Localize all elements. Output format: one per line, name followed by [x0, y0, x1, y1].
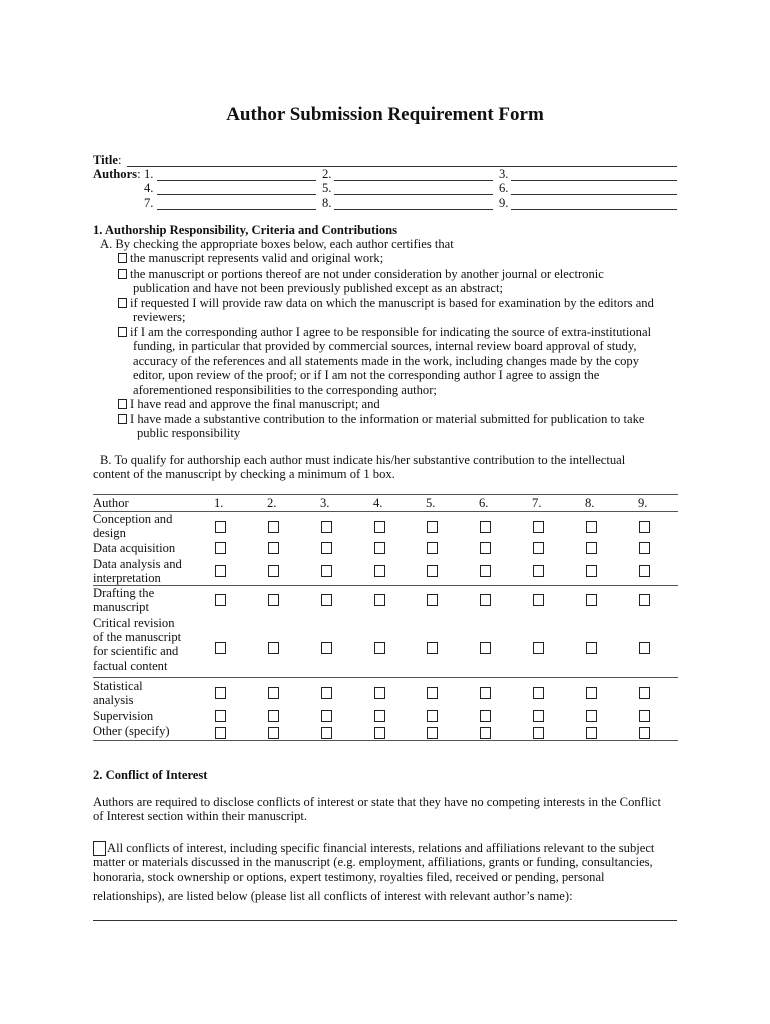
coi-list-field[interactable]	[93, 920, 677, 921]
author-name-field-8[interactable]	[334, 209, 493, 210]
contribution-checkbox-row6-author4[interactable]	[374, 687, 385, 699]
contribution-checkbox-row5-author5[interactable]	[427, 642, 438, 654]
contribution-checkbox-row3-author9[interactable]	[639, 565, 650, 577]
contribution-checkbox-row5-author1[interactable]	[215, 642, 226, 654]
contribution-checkbox-row1-author1[interactable]	[215, 521, 226, 533]
contribution-checkbox-row2-author5[interactable]	[427, 542, 438, 554]
contribution-checkbox-row3-author2[interactable]	[268, 565, 279, 577]
contribution-checkbox-row6-author1[interactable]	[215, 687, 226, 699]
contribution-checkbox-row5-author8[interactable]	[586, 642, 597, 654]
table-header-col: 1.	[214, 496, 224, 510]
contribution-checkbox-row8-author7[interactable]	[533, 727, 544, 739]
contribution-checkbox-row7-author1[interactable]	[215, 710, 226, 722]
contribution-checkbox-row8-author8[interactable]	[586, 727, 597, 739]
certify-item-text: I have made a substantive contribution to the information or material submitted for publication to take	[130, 412, 645, 426]
contribution-checkbox-row8-author4[interactable]	[374, 727, 385, 739]
contribution-label: design	[93, 526, 126, 541]
table-header-col: 8.	[585, 496, 595, 510]
section2-intro: Authors are required to disclose conflicts of interest or state that they have no competing interests in the Conflict	[93, 795, 661, 809]
contribution-label: Drafting the	[93, 586, 155, 600]
author-number: 3.	[499, 167, 509, 181]
contribution-checkbox-row2-author8[interactable]	[586, 542, 597, 554]
author-name-field-2[interactable]	[334, 180, 493, 181]
certify-item-text: if I am the corresponding author I agree to be responsible for indicating the source of extra-institutional	[130, 325, 652, 339]
contribution-checkbox-row6-author2[interactable]	[268, 687, 279, 699]
contribution-checkbox-row7-author5[interactable]	[427, 710, 438, 722]
certify-item-text: reviewers;	[133, 310, 186, 325]
table-header-col: 4.	[373, 496, 383, 510]
certify-item-text: the manuscript represents valid and original work;	[130, 251, 384, 265]
table-rule	[93, 740, 678, 741]
contribution-checkbox-row6-author9[interactable]	[639, 687, 650, 699]
author-name-field-7[interactable]	[157, 209, 316, 210]
contribution-checkbox-row6-author6[interactable]	[480, 687, 491, 699]
contribution-label: manuscript	[93, 600, 149, 615]
author-number: 7.	[144, 196, 154, 210]
contribution-checkbox-row2-author3[interactable]	[321, 542, 332, 554]
author-number: 2.	[322, 167, 332, 181]
contribution-checkbox-row7-author4[interactable]	[374, 710, 385, 722]
contribution-checkbox-row5-author4[interactable]	[374, 642, 385, 654]
certify-checkbox-5[interactable]	[118, 399, 127, 409]
contribution-checkbox-row5-author9[interactable]	[639, 642, 650, 654]
contribution-label: of the manuscript	[93, 630, 182, 645]
author-number: 9.	[499, 196, 509, 210]
table-header-col: 6.	[479, 496, 489, 510]
contribution-label: Data analysis and	[93, 557, 182, 571]
contribution-checkbox-row2-author4[interactable]	[374, 542, 385, 554]
contribution-checkbox-row1-author9[interactable]	[639, 521, 650, 533]
contribution-checkbox-row6-author5[interactable]	[427, 687, 438, 699]
author-name-field-3[interactable]	[511, 180, 677, 181]
coi-text: All conflicts of interest, including specific financial interests, relations and affiliations relevant to the subject	[107, 841, 655, 855]
contribution-checkbox-row5-author7[interactable]	[533, 642, 544, 654]
contribution-checkbox-row8-author5[interactable]	[427, 727, 438, 739]
certify-checkbox-4[interactable]	[118, 327, 127, 337]
table-rule	[93, 494, 678, 495]
certify-item-text: aforementioned responsibilities to the corresponding author;	[133, 382, 437, 397]
author-name-field-6[interactable]	[511, 194, 677, 195]
contribution-checkbox-row2-author2[interactable]	[268, 542, 279, 554]
contribution-checkbox-row7-author2[interactable]	[268, 710, 279, 722]
contribution-checkbox-row4-author3[interactable]	[321, 594, 332, 606]
contribution-checkbox-row7-author8[interactable]	[586, 710, 597, 722]
contribution-checkbox-row4-author7[interactable]	[533, 594, 544, 606]
coi-text: matter or materials discussed in the manuscript (e.g. employment, affiliations, grants or funding, consultancies,	[93, 855, 653, 869]
section1-heading: 1. Authorship Responsibility, Criteria and Contributions	[93, 223, 398, 237]
certify-item-text: public responsibility	[137, 426, 241, 441]
authors-label: Authors:	[93, 167, 141, 181]
table-header-author: Author	[93, 496, 129, 510]
table-header-col: 9.	[638, 496, 648, 510]
contribution-label: Data acquisition	[93, 541, 176, 555]
section2-heading: 2. Conflict of Interest	[93, 768, 208, 782]
table-header-col: 2.	[267, 496, 277, 510]
contribution-checkbox-row3-author8[interactable]	[586, 565, 597, 577]
table-rule	[93, 585, 678, 586]
contribution-checkbox-row4-author5[interactable]	[427, 594, 438, 606]
certify-item-text: I have read and approve the final manuscript; and	[130, 397, 380, 411]
certify-item-text: if requested I will provide raw data on which the manuscript is based for examination by the editors and	[130, 296, 654, 310]
contribution-checkbox-row1-author2[interactable]	[268, 521, 279, 533]
certify-checkbox-6[interactable]	[118, 414, 127, 424]
form-title: Author Submission Requirement Form	[226, 104, 544, 125]
contribution-label: Critical revision	[93, 616, 175, 630]
contribution-checkbox-row5-author6[interactable]	[480, 642, 491, 654]
contribution-checkbox-row3-author7[interactable]	[533, 565, 544, 577]
section1-b-text: B. To qualify for authorship each author must indicate his/her substantive contribution to the intellectual	[100, 453, 626, 467]
author-name-field-5[interactable]	[334, 194, 493, 195]
contribution-checkbox-row3-author3[interactable]	[321, 565, 332, 577]
contribution-checkbox-row7-author7[interactable]	[533, 710, 544, 722]
coi-text: honoraria, stock ownership or options, expert testimony, royalties filed, received or pending, personal	[93, 870, 605, 884]
certify-checkbox-1[interactable]	[118, 253, 127, 263]
contribution-checkbox-row4-author1[interactable]	[215, 594, 226, 606]
contribution-checkbox-row5-author2[interactable]	[268, 642, 279, 654]
certify-checkbox-3[interactable]	[118, 298, 127, 308]
contribution-checkbox-row2-author7[interactable]	[533, 542, 544, 554]
certify-item-text: accuracy of the references and all statements made in the work, including changes made by the copy	[133, 353, 639, 368]
author-number: 4.	[144, 181, 154, 195]
contribution-label: Conception and	[93, 512, 173, 526]
contribution-checkbox-row2-author6[interactable]	[480, 542, 491, 554]
contribution-checkbox-row1-author3[interactable]	[321, 521, 332, 533]
contribution-checkbox-row7-author6[interactable]	[480, 710, 491, 722]
contribution-checkbox-row1-author8[interactable]	[586, 521, 597, 533]
contribution-checkbox-row3-author4[interactable]	[374, 565, 385, 577]
contribution-checkbox-row6-author8[interactable]	[586, 687, 597, 699]
author-name-field-9[interactable]	[511, 209, 677, 210]
contribution-label: Supervision	[93, 709, 154, 723]
contribution-label: factual content	[93, 658, 168, 673]
certify-item-text: funding, in particular that provided by commercial sources, internal review board approval of study,	[133, 339, 637, 354]
author-number: 6.	[499, 181, 509, 195]
author-name-field-1[interactable]	[157, 180, 316, 181]
contribution-checkbox-row1-author5[interactable]	[427, 521, 438, 533]
contribution-checkbox-row8-author6[interactable]	[480, 727, 491, 739]
contribution-checkbox-row6-author3[interactable]	[321, 687, 332, 699]
section2-intro: of Interest section within their manuscript.	[93, 809, 308, 823]
certify-item-text: publication and have not been previously published except as an abstract;	[133, 281, 504, 296]
contribution-label: interpretation	[93, 571, 161, 586]
title-field[interactable]	[127, 166, 677, 167]
contribution-checkbox-row6-author7[interactable]	[533, 687, 544, 699]
contribution-checkbox-row7-author3[interactable]	[321, 710, 332, 722]
contribution-checkbox-row2-author1[interactable]	[215, 542, 226, 554]
contribution-label: Other (specify)	[93, 724, 170, 738]
contribution-checkbox-row3-author5[interactable]	[427, 565, 438, 577]
table-header-col: 3.	[320, 496, 330, 510]
contribution-checkbox-row4-author6[interactable]	[480, 594, 491, 606]
contribution-checkbox-row8-author1[interactable]	[215, 727, 226, 739]
contribution-label: analysis	[93, 693, 134, 708]
contribution-checkbox-row2-author9[interactable]	[639, 542, 650, 554]
section1-a-intro: A. By checking the appropriate boxes below, each author certifies that	[100, 237, 454, 251]
certify-item-text: editor, upon review of the proof; or if I am not the corresponding author I agree to assign the	[133, 368, 600, 383]
table-header-col: 5.	[426, 496, 436, 510]
contribution-checkbox-row8-author9[interactable]	[639, 727, 650, 739]
contribution-checkbox-row3-author1[interactable]	[215, 565, 226, 577]
contribution-label: for scientific and	[93, 644, 179, 659]
certify-checkbox-2[interactable]	[118, 269, 127, 279]
coi-text: relationships), are listed below (please list all conflicts of interest with relevant author’s name):	[93, 889, 573, 903]
author-number: 1.	[144, 167, 154, 181]
contribution-checkbox-row8-author2[interactable]	[268, 727, 279, 739]
contribution-checkbox-row7-author9[interactable]	[639, 710, 650, 722]
contribution-checkbox-row1-author4[interactable]	[374, 521, 385, 533]
contribution-checkbox-row8-author3[interactable]	[321, 727, 332, 739]
contribution-checkbox-row4-author4[interactable]	[374, 594, 385, 606]
author-number: 8.	[322, 196, 332, 210]
author-name-field-4[interactable]	[157, 194, 316, 195]
contribution-checkbox-row4-author9[interactable]	[639, 594, 650, 606]
table-header-col: 7.	[532, 496, 542, 510]
section1-b-text: content of the manuscript by checking a minimum of 1 box.	[93, 467, 395, 481]
author-number: 5.	[322, 181, 332, 195]
certify-item-text: the manuscript or portions thereof are not under consideration by another journal or electronic	[130, 267, 604, 281]
title-label: Title:	[93, 153, 122, 167]
contribution-checkbox-row4-author2[interactable]	[268, 594, 279, 606]
contribution-checkbox-row1-author6[interactable]	[480, 521, 491, 533]
contribution-label: Statistical	[93, 679, 143, 693]
table-rule	[93, 677, 678, 678]
contribution-checkbox-row1-author7[interactable]	[533, 521, 544, 533]
contribution-checkbox-row5-author3[interactable]	[321, 642, 332, 654]
coi-checkbox[interactable]	[93, 841, 106, 856]
contribution-checkbox-row4-author8[interactable]	[586, 594, 597, 606]
contribution-checkbox-row3-author6[interactable]	[480, 565, 491, 577]
table-rule	[93, 511, 678, 512]
